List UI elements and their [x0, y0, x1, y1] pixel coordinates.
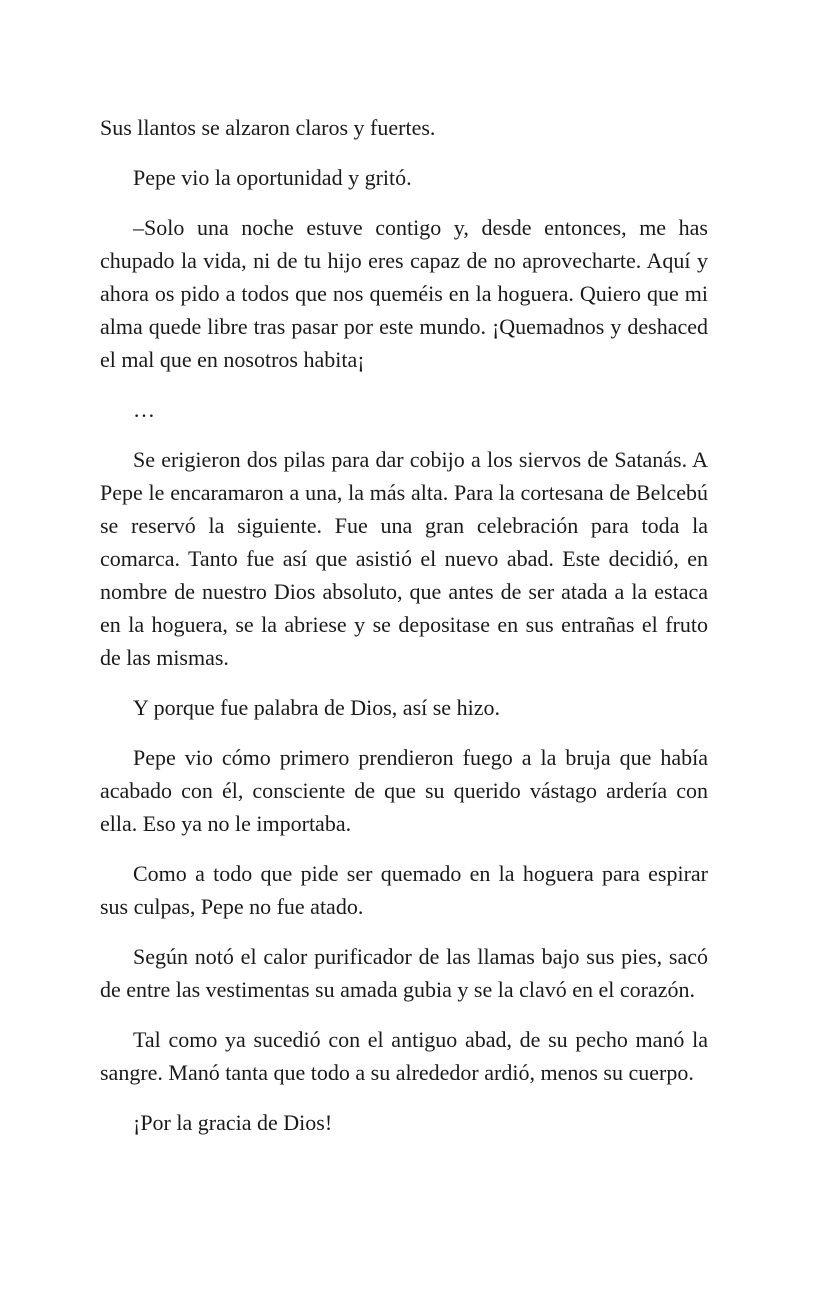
section-break-ellipsis: … — [133, 397, 158, 422]
paragraph: Y porque fue palabra de Dios, así se hizo. — [133, 695, 500, 720]
paragraph: Se erigieron dos pilas para dar cobijo a los siervos de Satanás. A Pepe le encaramaron a una, la más alta. Para la cortesana de Belcebú se reservó la siguiente. Fue una gran celebración para toda la comarca. Tanto fue así que asistió el nuevo abad. Este decidió, en nombre de nuestro Dios absoluto, que antes de ser atada a la estaca en la hoguera, se la abriese y se depositase en sus entrañas el fruto de las mismas. — [100, 447, 708, 670]
paragraph: Sus llantos se alzaron claros y fuertes. — [100, 115, 436, 140]
paragraph: Pepe vio cómo primero prendieron fuego a la bruja que había acabado con él, consciente de que su querido vástago ardería con ella. Eso ya no le importaba. — [100, 745, 708, 836]
paragraph: Tal como ya sucedió con el antiguo abad, de su pecho manó la sangre. Manó tanta que todo a su alrededor ardió, menos su cuerpo. — [100, 1027, 708, 1085]
paragraph: Como a todo que pide ser quemado en la hoguera para espirar sus culpas, Pepe no fue atado. — [100, 861, 708, 919]
paragraph: ¡Por la gracia de Dios! — [133, 1110, 333, 1135]
paragraph: Según notó el calor purificador de las llamas bajo sus pies, sacó de entre las vestimentas su amada gubia y se la clavó en el corazón. — [100, 944, 708, 1002]
paragraph: –Solo una noche estuve contigo y, desde entonces, me has chupado la vida, ni de tu hijo eres capaz de no aprovecharte. Aquí y ahora os pido a todos que nos queméis en la hoguera. Quiero que mi alma quede libre tras pasar por este mundo. ¡Quemadnos y deshaced el mal que en nosotros habita¡ — [100, 215, 708, 372]
paragraph: Pepe vio la oportunidad y gritó. — [133, 165, 412, 190]
